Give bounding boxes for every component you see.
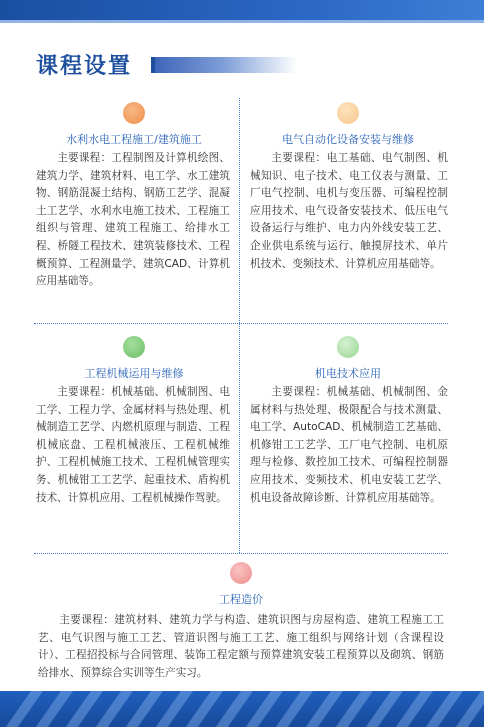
horizontal-divider bbox=[34, 553, 448, 554]
orange-dot-icon bbox=[123, 102, 145, 124]
vertical-divider bbox=[239, 98, 240, 553]
peach-dot-icon bbox=[337, 102, 359, 124]
course-description: 主要课程：机械基础、机械制图、电工学、工程力学、金属材料与热处理、机械制造工艺学、内燃机原理与制造、工程机械底盘、工程机械液压、工程机械维护、工程机械施工技术、工程机械管理实务、机械钳工工艺学、起重技术、盾构机技术、计算机应用、工程机械操作驾驶。 bbox=[36, 386, 230, 504]
course-title: 机电技术应用 bbox=[315, 367, 381, 380]
course-description: 主要课程：机械基础、机械制图、金属材料与热处理、极限配合与技术测量、电工学、AutoCAD、机械制造工艺基础、机修钳工工艺学、工厂电气控制、电机原理与检修、数控加工技术、可编程控制器应用技术、变频技术、机电安装工艺学、机电设备故障诊断、计算机应用基础等。 bbox=[250, 386, 448, 504]
lightgreen-dot-icon bbox=[337, 336, 359, 358]
course-title: 电气自动化设备安装与维修 bbox=[282, 133, 414, 146]
course-title: 水利水电工程施工/建筑施工 bbox=[66, 133, 202, 146]
top-banner bbox=[0, 0, 484, 20]
course-card-mechatronics bbox=[248, 336, 448, 507]
page-header bbox=[36, 52, 476, 82]
course-card-construction-machinery bbox=[34, 336, 234, 507]
footer-banner bbox=[0, 691, 484, 727]
course-title: 工程机械运用与维修 bbox=[84, 367, 184, 380]
course-grid bbox=[34, 98, 448, 553]
page-title: 课程设置 bbox=[36, 53, 133, 79]
course-description: 主要课程：电工基础、电气制图、机械知识、电子技术、电工仪表与测量、工厂电气控制、电机与变压器、可编程控制应用技术、电气设备安装技术、低压电气设备运行与维护、电力内外线安装工艺、企业供电系统与运行、触摸屏技术、单片机技术、变频技术、计算机应用基础等。 bbox=[250, 152, 448, 270]
course-card-electrical-automation bbox=[248, 102, 448, 273]
course-description: 主要课程：工程制图及计算机绘图、建筑力学、建筑材料、电工学、水工建筑物、钢筋混凝土结构、钢筋工艺学、混凝土工艺学、水利水电施工技术、工程施工组织与管理、建筑工程施工、给排水工程、桥隧工程技术、建筑装修技术、工程概预算、工程测量学、建筑CAD、计算机应用基础等。 bbox=[36, 152, 230, 288]
course-description: 主要课程：建筑材料、建筑力学与构造、建筑识图与房屋构造、建筑工程施工工艺、电气识图与施工工艺、管道识图与施工工艺、施工组织与网络计划（含课程设计）、工程招投标与合同管理、装饰工程定额与预算建筑安装工程预算以及砌筑、钢筋给排水、预算综合实训等生产实习。 bbox=[38, 614, 444, 679]
course-card-cost-engineering bbox=[34, 562, 448, 682]
title-decoration-bar bbox=[151, 57, 297, 73]
pink-dot-icon bbox=[230, 562, 252, 584]
course-card-water-conservancy bbox=[34, 102, 234, 291]
green-dot-icon bbox=[123, 336, 145, 358]
course-title: 工程造价 bbox=[219, 593, 263, 606]
horizontal-divider bbox=[34, 323, 448, 324]
